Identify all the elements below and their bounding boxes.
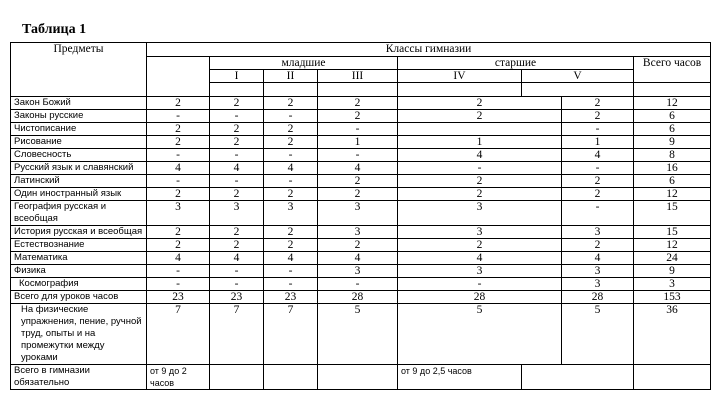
table-row — [11, 226, 711, 239]
value-cell: 2 — [398, 175, 562, 188]
value-cell: - — [147, 110, 210, 123]
empty-cell — [318, 365, 398, 390]
value-cell: - — [147, 278, 210, 291]
value-cell: 2 — [264, 188, 318, 201]
value-cell: 5 — [562, 304, 634, 365]
value-cell: 2 — [318, 97, 398, 110]
grade-header: V — [522, 70, 634, 83]
value-cell: - — [318, 149, 398, 162]
value-cell: - — [147, 265, 210, 278]
value-cell: 23 — [210, 291, 264, 304]
value-cell: - — [264, 265, 318, 278]
value-cell: - — [210, 265, 264, 278]
value-cell: 2 — [264, 123, 318, 136]
grade-header: II — [264, 70, 318, 83]
table-row — [11, 365, 711, 390]
value-cell: 6 — [634, 110, 711, 123]
value-cell: 2 — [264, 239, 318, 252]
blank-header-cell — [264, 83, 318, 97]
value-cell: 3 — [398, 226, 562, 239]
subject-cell: Законы русские — [11, 110, 147, 123]
value-cell: 2 — [147, 188, 210, 201]
value-cell: 6 — [634, 175, 711, 188]
value-cell: 3 — [562, 226, 634, 239]
value-cell: 28 — [562, 291, 634, 304]
table-row — [11, 97, 711, 110]
value-cell: 4 — [562, 252, 634, 265]
table-row — [11, 110, 711, 123]
table-row — [11, 149, 711, 162]
table-row — [11, 201, 711, 226]
value-cell: 2 — [562, 97, 634, 110]
subject-cell: Математика — [11, 252, 147, 265]
value-cell: 3 — [562, 265, 634, 278]
value-cell: - — [264, 278, 318, 291]
total-header: Всего часов — [634, 57, 711, 83]
value-cell: 24 — [634, 252, 711, 265]
empty-cell — [634, 365, 711, 390]
senior-header: старшие — [398, 57, 634, 70]
value-cell: 2 — [562, 110, 634, 123]
grade-header: III — [318, 70, 398, 83]
value-cell: - — [562, 201, 634, 226]
value-cell: 3 — [210, 201, 264, 226]
subject-cell: Словесность — [11, 149, 147, 162]
value-cell: - — [210, 110, 264, 123]
value-cell: 2 — [210, 136, 264, 149]
junior-note-cell: от 9 до 2 часов — [147, 365, 210, 390]
value-cell: 1 — [562, 136, 634, 149]
value-cell: - — [562, 123, 634, 136]
value-cell: 2 — [210, 226, 264, 239]
value-cell: 2 — [147, 123, 210, 136]
table-row — [11, 239, 711, 252]
value-cell: 2 — [210, 188, 264, 201]
value-cell: 4 — [398, 149, 562, 162]
value-cell: 2 — [147, 226, 210, 239]
value-cell: 1 — [318, 136, 398, 149]
empty-cell — [522, 365, 634, 390]
table-row — [11, 265, 711, 278]
value-cell: 7 — [147, 304, 210, 365]
value-cell: 4 — [147, 162, 210, 175]
value-cell: 4 — [398, 252, 562, 265]
subject-cell: Всего для уроков часов — [11, 291, 147, 304]
blank-header-cell — [634, 83, 711, 97]
subject-cell: На физические упражнения, пение, ручной труд, опыты и на промежутки между уроками — [11, 304, 147, 365]
subject-cell: География русская и всеобщая — [11, 201, 147, 226]
subject-cell: Всего в гимназии обязательно — [11, 365, 147, 390]
senior-note-cell: от 9 до 2,5 часов — [398, 365, 522, 390]
subject-cell: Один иностранный язык — [11, 188, 147, 201]
value-cell: 4 — [210, 252, 264, 265]
table-title: Таблица 1 — [22, 22, 87, 37]
subject-cell: Чистописание — [11, 123, 147, 136]
value-cell: 2 — [264, 97, 318, 110]
value-cell: 2 — [398, 97, 562, 110]
value-cell: 3 — [318, 265, 398, 278]
value-cell: 2 — [398, 188, 562, 201]
value-cell: 2 — [318, 188, 398, 201]
value-cell: 3 — [562, 278, 634, 291]
value-cell: 7 — [210, 304, 264, 365]
table-row — [11, 252, 711, 265]
value-cell: 4 — [562, 149, 634, 162]
value-cell: - — [264, 149, 318, 162]
subject-cell: Латинский — [11, 175, 147, 188]
value-cell: - — [398, 162, 562, 175]
subjects-header: Предметы — [11, 43, 147, 97]
table-row — [11, 291, 711, 304]
curriculum-table — [10, 42, 711, 390]
value-cell: 3 — [264, 201, 318, 226]
table-row — [11, 123, 711, 136]
table-row — [11, 136, 711, 149]
blank-header-cell — [398, 83, 522, 97]
value-cell: 9 — [634, 136, 711, 149]
value-cell: 2 — [318, 239, 398, 252]
value-cell: 2 — [562, 175, 634, 188]
table-row — [11, 162, 711, 175]
grade-header: IV — [398, 70, 522, 83]
value-cell: 36 — [634, 304, 711, 365]
value-cell: 23 — [147, 291, 210, 304]
subject-cell: Космография — [11, 278, 147, 291]
value-cell: 2 — [210, 239, 264, 252]
subject-cell: История русская и всеобщая — [11, 226, 147, 239]
value-cell: 2 — [264, 226, 318, 239]
value-cell: 6 — [634, 123, 711, 136]
value-cell: 15 — [634, 201, 711, 226]
value-cell — [398, 123, 562, 136]
value-cell: 8 — [634, 149, 711, 162]
value-cell: 5 — [398, 304, 562, 365]
value-cell: 2 — [147, 239, 210, 252]
value-cell: 2 — [210, 97, 264, 110]
value-cell: 23 — [264, 291, 318, 304]
value-cell: 153 — [634, 291, 711, 304]
table-row — [11, 304, 711, 365]
subject-cell: Естествознание — [11, 239, 147, 252]
subject-cell: Рисование — [11, 136, 147, 149]
value-cell: 4 — [210, 162, 264, 175]
blank-header-cell — [318, 83, 398, 97]
blank-header-cell — [147, 57, 210, 97]
value-cell: - — [147, 175, 210, 188]
value-cell: 7 — [264, 304, 318, 365]
value-cell: 28 — [318, 291, 398, 304]
value-cell: 2 — [318, 110, 398, 123]
value-cell: - — [398, 278, 562, 291]
subject-cell: Русский язык и славянский — [11, 162, 147, 175]
subject-cell: Закон Божий — [11, 97, 147, 110]
value-cell: 2 — [264, 136, 318, 149]
value-cell: 28 — [398, 291, 562, 304]
table-row — [11, 175, 711, 188]
value-cell: 12 — [634, 97, 711, 110]
value-cell: 2 — [318, 175, 398, 188]
value-cell: 3 — [318, 201, 398, 226]
blank-header-cell — [522, 83, 634, 97]
value-cell: 3 — [147, 201, 210, 226]
table-row — [11, 188, 711, 201]
empty-cell — [210, 365, 264, 390]
value-cell: 9 — [634, 265, 711, 278]
classes-header: Классы гимназии — [147, 43, 711, 57]
value-cell: 2 — [147, 97, 210, 110]
value-cell: 4 — [318, 252, 398, 265]
value-cell: 4 — [264, 252, 318, 265]
value-cell: - — [264, 110, 318, 123]
value-cell: 16 — [634, 162, 711, 175]
value-cell: 3 — [398, 265, 562, 278]
value-cell: 2 — [398, 239, 562, 252]
junior-header: младшие — [210, 57, 398, 70]
value-cell: 1 — [398, 136, 562, 149]
value-cell: 3 — [318, 226, 398, 239]
value-cell: 2 — [398, 110, 562, 123]
value-cell: 4 — [264, 162, 318, 175]
value-cell: 4 — [318, 162, 398, 175]
value-cell: - — [210, 149, 264, 162]
value-cell: 2 — [562, 188, 634, 201]
table-row — [11, 278, 711, 291]
subject-cell: Физика — [11, 265, 147, 278]
blank-header-cell — [210, 83, 264, 97]
value-cell: 2 — [210, 123, 264, 136]
value-cell: 5 — [318, 304, 398, 365]
value-cell: - — [562, 162, 634, 175]
value-cell: 12 — [634, 188, 711, 201]
value-cell: 15 — [634, 226, 711, 239]
value-cell: - — [147, 149, 210, 162]
empty-cell — [264, 365, 318, 390]
value-cell: 2 — [147, 136, 210, 149]
grade-header: I — [210, 70, 264, 83]
value-cell: 3 — [634, 278, 711, 291]
value-cell: - — [318, 278, 398, 291]
value-cell: 2 — [562, 239, 634, 252]
value-cell: - — [210, 278, 264, 291]
value-cell: 12 — [634, 239, 711, 252]
value-cell: - — [264, 175, 318, 188]
value-cell: 3 — [398, 201, 562, 226]
value-cell: - — [210, 175, 264, 188]
value-cell: 4 — [147, 252, 210, 265]
value-cell: - — [318, 123, 398, 136]
